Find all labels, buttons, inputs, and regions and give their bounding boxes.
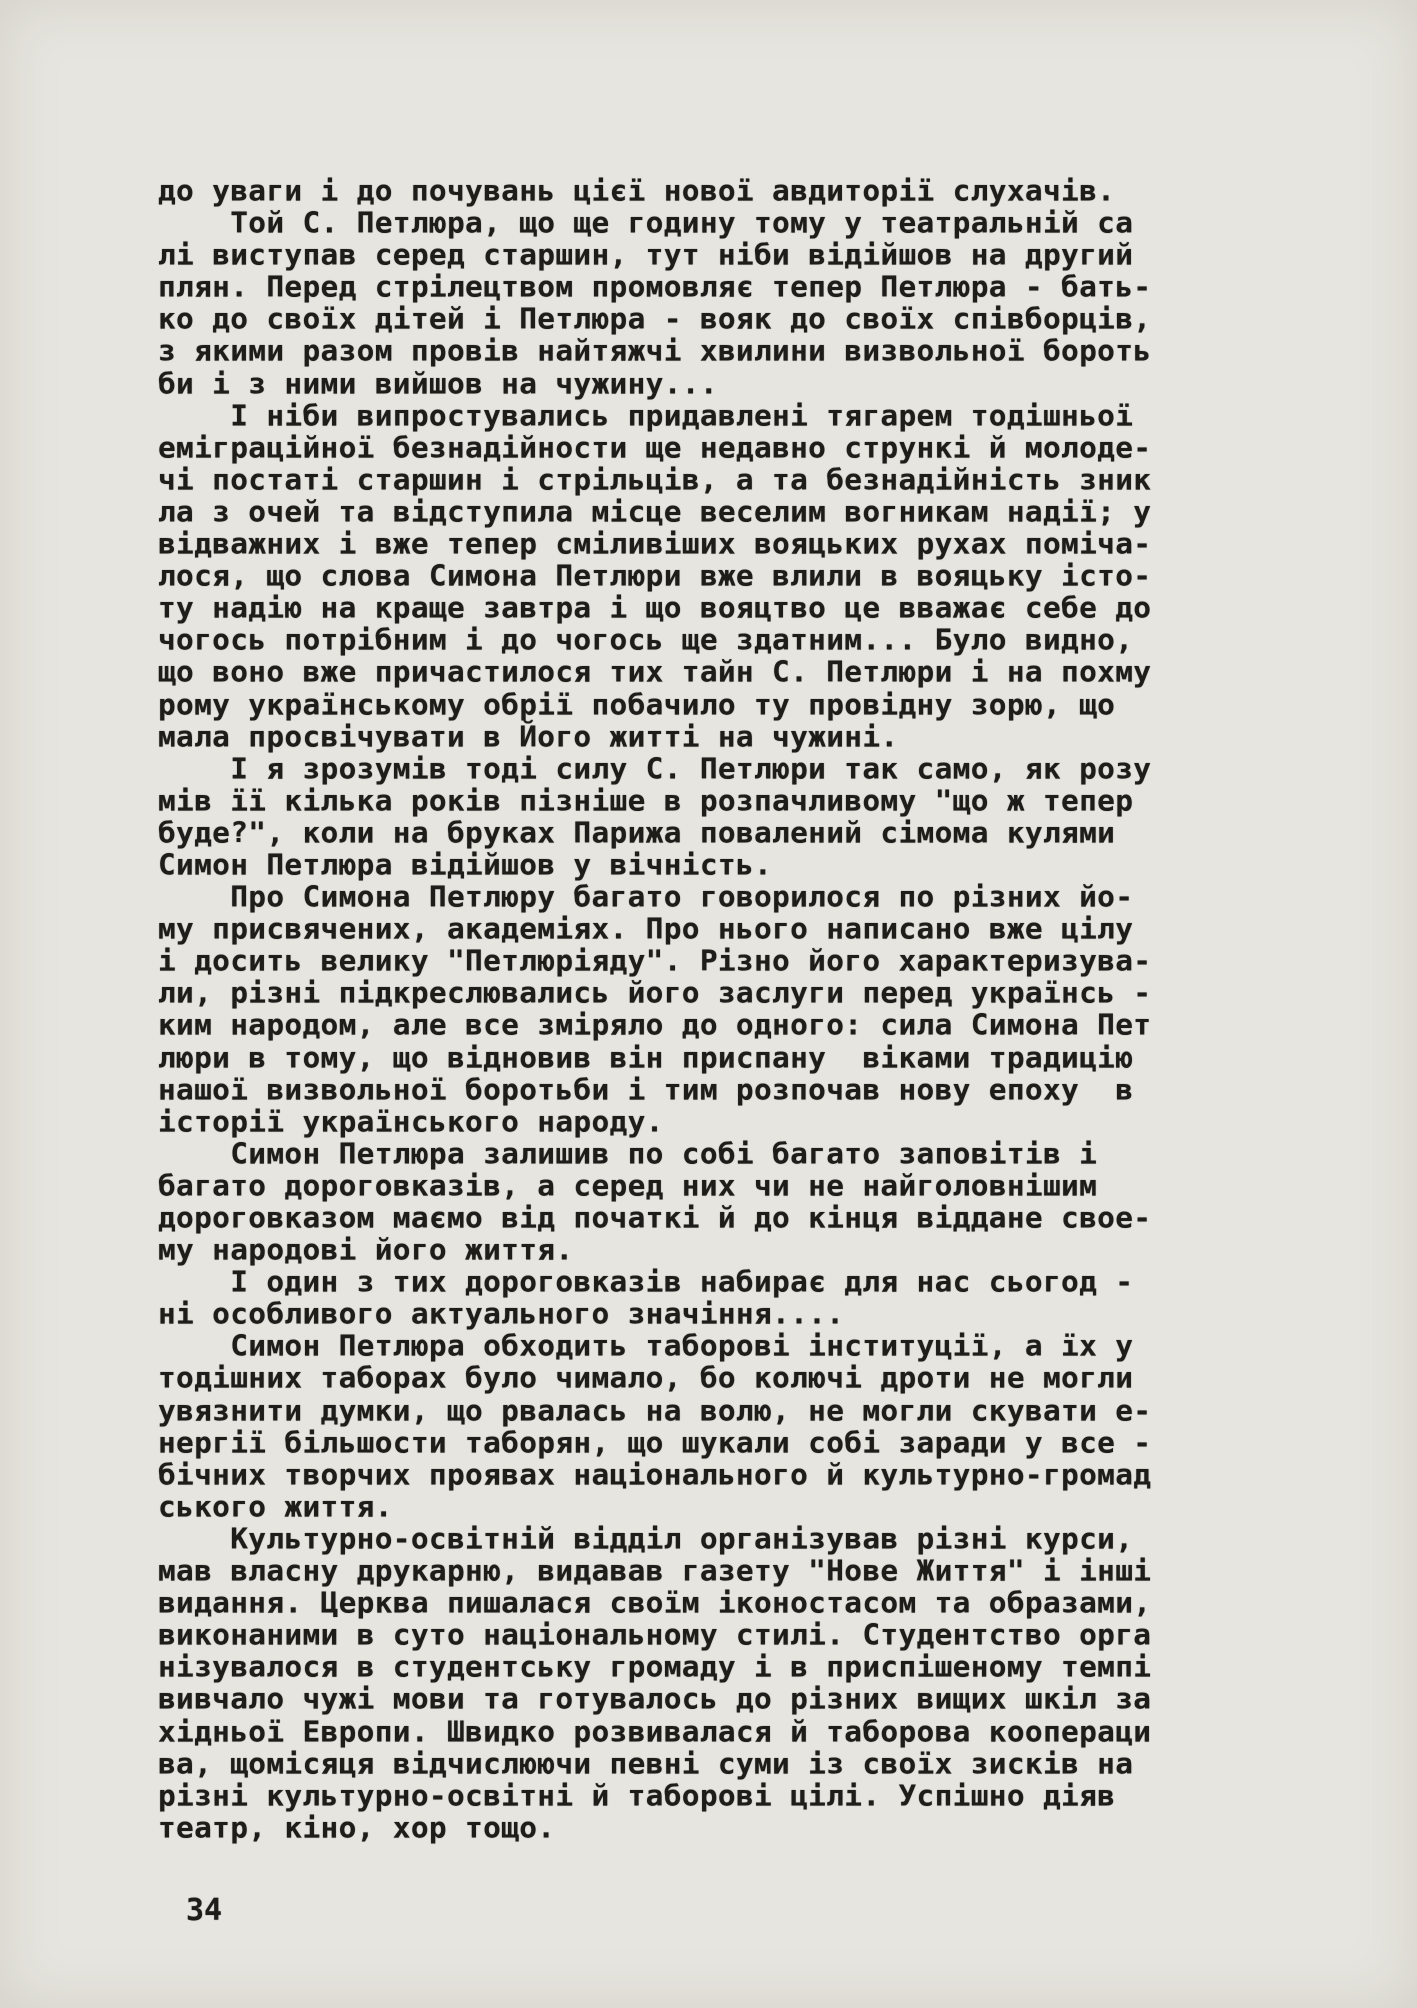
text-line: лі виступав серед старшин, тут ніби відійшов на другий bbox=[158, 239, 1134, 272]
text-line: Той С. Петлюра, що ще годину тому у театральній са bbox=[158, 207, 1134, 240]
text-line: му присвячених, академіях. Про нього написано вже цілу bbox=[158, 913, 1134, 946]
text-line: увязнити думки, що рвалась на волю, не могли скувати е- bbox=[158, 1394, 1152, 1427]
text-line: люри в тому, що відновив він приспану віками традицію bbox=[158, 1041, 1134, 1074]
text-line: чі постаті старшин і стрільців, а та безнадійність зник bbox=[158, 463, 1152, 497]
page-number: 34 bbox=[186, 1893, 223, 1928]
text-line: ту надію на краще завтра і що вояцтво це вважає себе до bbox=[158, 592, 1152, 625]
text-line: виконаними в суто національному стилі. Студентство орга bbox=[158, 1619, 1152, 1652]
text-line: лося, що слова Симона Петлюри вже влили в вояцьку істо- bbox=[158, 560, 1152, 593]
text-line: ко до своїх дітей і Петлюра - вояк до своїх співборців, bbox=[158, 303, 1152, 336]
text-line: і досить велику "Петлюріяду". Різно його характеризува- bbox=[158, 945, 1152, 978]
text-line: Культурно-освітній відділ організував різні курси, bbox=[158, 1522, 1134, 1556]
text-line: різні культурно-освітні й таборові цілі. Успішно діяв bbox=[158, 1779, 1116, 1813]
text-line: нашої визвольної боротьби і тим розпочав нову епоху в bbox=[158, 1073, 1134, 1106]
text-line: би і з ними вийшов на чужину... bbox=[158, 367, 718, 400]
text-line: відважних і вже тепер сміливіших вояцьких рухах поміча- bbox=[158, 528, 1152, 561]
text-line: плян. Перед стрілецтвом промовляє тепер Петлюра - бать- bbox=[158, 271, 1152, 304]
text-line: історії українського народу. bbox=[158, 1105, 664, 1139]
text-line: багато дороговказів, а серед них чи не найголовнішим bbox=[158, 1169, 1098, 1203]
text-line: Симон Петлюра відійшов у вічність. bbox=[158, 849, 773, 882]
text-line: нергії більшости таборян, що шукали собі заради у все - bbox=[158, 1426, 1152, 1460]
body-text bbox=[158, 176, 1388, 1845]
text-line: тодішних таборах було чимало, бо колючі дроти не могли bbox=[158, 1362, 1134, 1395]
text-line: ва, щомісяця відчислюючи певні суми із своїх зисків на bbox=[158, 1747, 1134, 1780]
text-line: му народові його життя. bbox=[158, 1234, 574, 1267]
text-line: ли, різні підкреслювались його заслуги перед українсь - bbox=[158, 977, 1152, 1010]
text-line: рому українському обрії побачило ту провідну зорю, що bbox=[158, 688, 1116, 721]
text-line: ні особливого актуального значіння.... bbox=[158, 1298, 845, 1331]
text-line: нізувалося в студентську громаду і в приспішеному темпі bbox=[158, 1651, 1152, 1684]
text-line: Симон Петлюра залишив по собі багато заповітів і bbox=[158, 1137, 1098, 1171]
text-line: вивчало чужі мови та готувалось до різних вищих шкіл за bbox=[158, 1683, 1152, 1716]
text-line: бічних творчих проявах національного й культурно-громад bbox=[158, 1458, 1152, 1492]
text-line: дороговказом маємо від початкі й до кінця віддане свое- bbox=[158, 1202, 1152, 1235]
text-line: мів її кілька років пізніше в розпачливому "що ж тепер bbox=[158, 784, 1134, 818]
text-line: буде?", коли на бруках Парижа повалений сімома кулями bbox=[158, 816, 1116, 850]
text-line: ського життя. bbox=[158, 1490, 393, 1524]
text-line: до уваги і до почувань цієї нової авдиторії слухачів. bbox=[158, 175, 1116, 208]
text-line: що воно вже причастилося тих тайн С. Петлюри і на похму bbox=[158, 656, 1152, 689]
text-line: видання. Церква пишалася своїм іконостасом та образами, bbox=[158, 1587, 1152, 1620]
text-line: з якими разом провів найтяжчі хвилини визвольної бороть bbox=[158, 335, 1152, 368]
text-line: театр, кіно, хор тощо. bbox=[158, 1811, 556, 1845]
text-line: І один з тих дороговказів набирає для нас сьогод - bbox=[158, 1266, 1134, 1299]
text-line: чогось потрібним і до чогось ще здатним... Було видно, bbox=[158, 624, 1134, 657]
text-line: еміграційної безнадійности ще недавно стрункі й молоде- bbox=[158, 431, 1152, 465]
text-line: ла з очей та відступила місце веселим вогникам надії; у bbox=[158, 495, 1152, 529]
text-line: Про Симона Петлюру багато говорилося по різних йо- bbox=[158, 881, 1134, 914]
text-line: мала просвічувати в Його житті на чужині. bbox=[158, 720, 899, 753]
text-line: І ніби випростувались придавлені тягарем тодішньої bbox=[158, 399, 1134, 433]
text-line: Симон Петлюра обходить таборові інституції, а їх у bbox=[158, 1330, 1134, 1363]
text-line: мав власну друкарню, видавав газету "Нове Життя" і інші bbox=[158, 1555, 1152, 1588]
text-line: хідньої Европи. Швидко розвивалася й таборова коопераци bbox=[158, 1715, 1152, 1748]
text-line: ким народом, але все зміряло до одного: сила Симона Пет bbox=[158, 1009, 1152, 1042]
text-line: І я зрозумів тоді силу С. Петлюри так само, як розу bbox=[158, 752, 1152, 786]
